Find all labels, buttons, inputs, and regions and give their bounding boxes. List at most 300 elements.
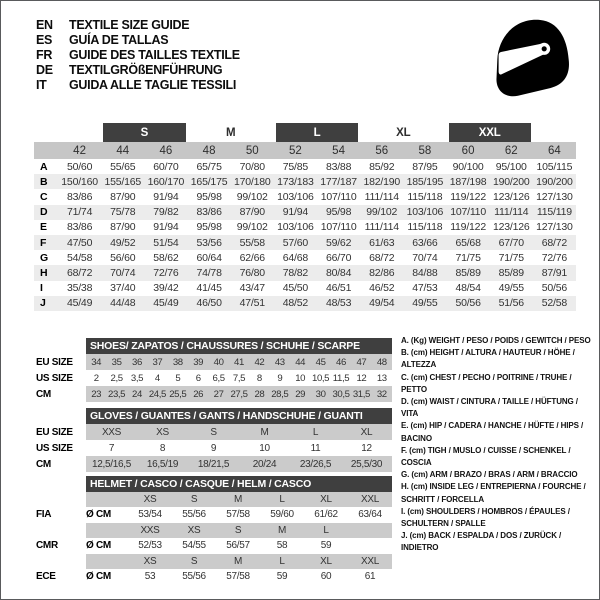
measure-cell: 87/90 xyxy=(110,190,136,203)
helmet-value-row-fia xyxy=(36,507,392,523)
measure-row-i xyxy=(34,281,576,296)
gloves-rows xyxy=(36,424,392,472)
legend-item: E. (cm) HIP / CADERA / HANCHE / HÜFTE / HIPS / BACINO xyxy=(401,421,584,443)
measure-cell: 47/50 xyxy=(66,236,93,249)
value-cell: 53 xyxy=(144,571,156,583)
measure-row-b xyxy=(34,174,576,189)
measure-cell: 68/72 xyxy=(369,251,395,264)
measure-cell: 155/165 xyxy=(104,175,142,188)
measure-cell: 48/54 xyxy=(455,282,481,295)
value-cell: 25,5/30 xyxy=(350,458,383,470)
size-cell: XS xyxy=(187,524,201,536)
language-label: GUÍA DE TALLAS xyxy=(69,33,169,48)
value-cell: 44 xyxy=(295,356,306,368)
measure-cell: 85/89 xyxy=(455,266,481,279)
measure-cell: 45/49 xyxy=(66,297,93,310)
helmet-rows xyxy=(36,492,392,585)
language-row xyxy=(36,48,240,63)
measure-cell: 127/130 xyxy=(536,190,573,203)
measure-cell: 165/175 xyxy=(190,175,228,188)
measure-cell: 49/55 xyxy=(498,282,524,295)
size-cell: 42 xyxy=(73,144,86,157)
language-code: FR xyxy=(36,47,53,62)
measure-cell: 76/80 xyxy=(239,266,265,279)
measure-cell: 50/60 xyxy=(66,160,93,173)
helmet-values xyxy=(86,507,392,523)
measure-cell: 90/100 xyxy=(452,160,484,173)
measure-cell: 60/64 xyxy=(196,251,222,264)
spacer xyxy=(533,123,576,142)
gloves-title-row xyxy=(36,408,392,424)
value-cell: 32 xyxy=(376,388,387,400)
helmet-table xyxy=(36,476,392,585)
measure-cell: 105/115 xyxy=(536,160,573,173)
value-cell: 9 xyxy=(277,372,283,384)
measure-cell: 50/56 xyxy=(455,297,481,310)
measure-cell: 103/106 xyxy=(277,190,314,203)
measure-cell: 58/62 xyxy=(153,251,179,264)
value-cell: 11,5 xyxy=(332,372,350,384)
helmet-values xyxy=(86,538,392,554)
measure-cell: 170/180 xyxy=(233,175,271,188)
measure-cell: 57/60 xyxy=(282,236,309,249)
size-cell: M xyxy=(277,524,287,536)
size-group-xxl: XXL xyxy=(449,123,531,142)
measure-cell: 65/75 xyxy=(196,160,222,173)
language-row xyxy=(36,62,240,77)
value-cell: 7,5 xyxy=(232,372,246,384)
measure-cell: 111/114 xyxy=(364,221,399,234)
measurement-legend xyxy=(401,335,595,555)
shoes-values xyxy=(86,354,392,370)
shoes-row-us-size xyxy=(36,370,392,386)
helmet-sizes xyxy=(86,554,392,570)
measure-cell: 78/82 xyxy=(282,266,309,279)
measure-cell: 70/80 xyxy=(239,160,265,173)
value-cell: 2,5 xyxy=(110,372,123,384)
value-cell: 57/58 xyxy=(226,509,250,521)
value-cell: 39 xyxy=(193,356,204,368)
size-cell: S xyxy=(190,493,198,505)
value-cell: 31,5 xyxy=(352,388,370,400)
measure-cell: 91/94 xyxy=(153,221,179,234)
value-cell: 30,5 xyxy=(332,388,350,400)
shoes-table xyxy=(36,338,392,402)
measure-row-f xyxy=(34,235,576,250)
gloves-table-title: GLOVES / GUANTES / GANTS / HANDSCHUHE / GUANTI xyxy=(86,408,392,424)
value-cell: 13 xyxy=(376,372,387,384)
legend-item: I. (cm) SHOULDERS / HOMBROS / ÉPAULES / SCHULTERN / SPALLE xyxy=(401,506,570,529)
measure-cell: 177/187 xyxy=(320,175,357,188)
measure-cell: 46/52 xyxy=(369,282,395,295)
measure-row-c xyxy=(34,189,576,204)
size-cell: 56 xyxy=(375,144,389,157)
gloves-values xyxy=(86,456,392,472)
measure-cell: 71/75 xyxy=(455,251,481,264)
textile-size-table xyxy=(34,123,576,311)
row-letter: B xyxy=(40,175,48,188)
value-cell: 45 xyxy=(315,356,326,368)
value-cell: 28,5 xyxy=(271,388,289,400)
size-cell: L xyxy=(279,555,285,567)
measure-cell: 103/106 xyxy=(277,221,314,234)
helmet-size-row-fia xyxy=(36,492,392,508)
value-cell: 63/64 xyxy=(358,509,382,521)
value-cell: 12,5/16,5 xyxy=(91,458,131,470)
measure-cell: 91/94 xyxy=(153,190,179,203)
measure-cell: 37/40 xyxy=(110,282,136,295)
measure-cell: 47/53 xyxy=(412,282,438,295)
row-letter: E xyxy=(40,221,47,234)
measure-cell: 51/56 xyxy=(498,297,524,310)
measure-cell: 115/119 xyxy=(536,206,572,219)
size-cell: XL xyxy=(320,493,332,505)
measure-cell: 83/86 xyxy=(66,190,93,203)
value-cell: XL xyxy=(360,426,373,438)
measure-cell: 39/42 xyxy=(153,282,179,295)
value-cell: S xyxy=(210,426,217,438)
language-label: TEXTILGRÖßENFÜHRUNG xyxy=(69,62,223,77)
value-cell: 52/53 xyxy=(138,540,162,552)
size-group-l: L xyxy=(276,123,358,142)
measure-cell: 46/50 xyxy=(196,297,222,310)
size-cell: S xyxy=(234,524,242,536)
measure-cell: 190/200 xyxy=(536,175,573,188)
value-cell: 25,5 xyxy=(169,388,187,400)
value-cell: 5 xyxy=(175,372,181,384)
value-cell: 59 xyxy=(320,540,332,552)
value-cell: 16,5/19 xyxy=(146,458,179,470)
row-letter: H xyxy=(40,266,48,279)
value-cell: 24 xyxy=(132,388,142,400)
size-cell: L xyxy=(279,493,285,505)
measure-cell: 85/89 xyxy=(498,266,524,279)
language-code: IT xyxy=(36,77,47,92)
value-cell: 26 xyxy=(193,388,204,400)
shoes-row-cm xyxy=(36,386,392,402)
measure-cell: 62/66 xyxy=(239,251,265,264)
measure-cell: 127/130 xyxy=(536,221,573,234)
value-cell: 24,5 xyxy=(148,388,166,400)
helmet-value-row-ece xyxy=(36,569,392,585)
measure-cell: 47/51 xyxy=(239,297,265,310)
measure-cell: 71/74 xyxy=(66,206,93,219)
value-cell: XXS xyxy=(101,426,122,438)
measure-cell: 79/82 xyxy=(153,206,179,219)
legend-item: B. (cm) HEIGHT / ALTURA / HAUTEUR / HÖHE / ALTEZZA xyxy=(401,348,575,370)
measure-cell: 48/53 xyxy=(325,297,352,310)
value-cell: 30 xyxy=(315,388,326,400)
size-cell: 64 xyxy=(548,144,561,157)
gloves-row-eu-size xyxy=(36,424,392,440)
measure-cell: 66/70 xyxy=(325,251,352,264)
measure-cell: 187/198 xyxy=(449,175,487,188)
size-cell: XL xyxy=(320,555,332,567)
size-cell: M xyxy=(233,555,243,567)
measure-cell: 65/68 xyxy=(455,236,481,249)
helmet-size-row-cmr xyxy=(36,523,392,539)
value-cell: 37 xyxy=(152,356,163,368)
value-cell: 23/26,5 xyxy=(299,458,332,470)
measure-cell: 56/60 xyxy=(110,251,136,264)
legend-item: D. (cm) WAIST / CINTURA / TAILLE / HÜFTUNG / VITA xyxy=(401,397,578,419)
value-cell: 61 xyxy=(364,571,376,583)
value-cell: 41 xyxy=(234,356,244,368)
measure-cell: 54/58 xyxy=(66,251,93,264)
measure-cell: 182/190 xyxy=(363,175,401,188)
measure-row-a xyxy=(34,159,576,174)
helmet-size-row-ece xyxy=(36,554,392,570)
value-cell: 36 xyxy=(132,356,142,368)
value-cell: M xyxy=(260,426,269,438)
measure-cell: 49/54 xyxy=(369,297,395,310)
value-cell: 48 xyxy=(376,356,387,368)
size-cell: 62 xyxy=(504,144,518,157)
measure-cell: 87/95 xyxy=(412,160,438,173)
measure-cell: 160/170 xyxy=(147,175,185,188)
size-cell: 58 xyxy=(418,144,432,157)
row-label: US SIZE xyxy=(36,442,73,454)
measure-cell: 71/75 xyxy=(498,251,524,264)
legend-item: G. (cm) ARM / BRAZO / BRAS / ARM / BRACCIO xyxy=(401,470,578,480)
value-cell: 40 xyxy=(213,356,224,368)
size-cell: XS xyxy=(143,493,157,505)
measure-cell: 75/78 xyxy=(110,206,136,219)
language-row xyxy=(36,18,240,33)
language-label: TEXTILE SIZE GUIDE xyxy=(69,18,190,33)
value-cell: 38 xyxy=(172,356,183,368)
measure-cell: 63/66 xyxy=(412,236,438,249)
value-cell: 46 xyxy=(336,356,346,368)
size-cell: 48 xyxy=(202,144,216,157)
language-label: GUIDE DES TAILLES TEXTILE xyxy=(69,47,240,62)
measure-cell: 44/48 xyxy=(110,297,136,310)
value-cell: 11 xyxy=(310,442,321,454)
gloves-row-cm xyxy=(36,456,392,472)
measure-cell: 80/84 xyxy=(325,266,352,279)
spacer xyxy=(34,123,101,142)
shoes-title-row xyxy=(36,338,392,354)
measure-cell: 59/62 xyxy=(325,236,352,249)
row-letter: I xyxy=(40,282,43,295)
value-cell: 12 xyxy=(356,372,367,384)
row-label: CM xyxy=(36,388,51,400)
value-cell: 43 xyxy=(274,356,285,368)
helmet-value-row-cmr xyxy=(36,538,392,554)
value-cell: 6 xyxy=(195,372,201,384)
size-group-xl: XL xyxy=(396,126,411,139)
size-cell: S xyxy=(190,555,198,567)
row-letter: C xyxy=(40,190,48,203)
language-header xyxy=(36,18,240,92)
measure-cell: 107/110 xyxy=(320,190,357,203)
value-cell: 10 xyxy=(259,442,270,454)
value-cell: 23 xyxy=(91,388,102,400)
measure-cell: 123/126 xyxy=(492,221,530,234)
unit-label: Ø CM xyxy=(86,571,111,583)
measure-cell: 87/91 xyxy=(541,266,568,279)
gloves-values xyxy=(86,424,392,440)
size-cell: M xyxy=(233,493,243,505)
value-cell: 54/55 xyxy=(182,540,206,552)
size-cell: XXS xyxy=(140,524,160,536)
value-cell: 10,5 xyxy=(312,372,330,384)
row-letter: G xyxy=(40,251,48,264)
measure-cell: 111/114 xyxy=(364,190,399,203)
measure-cell: 55/65 xyxy=(110,160,136,173)
helmet-values xyxy=(86,569,392,585)
value-cell: 47 xyxy=(356,356,367,368)
measure-cell: 51/54 xyxy=(153,236,179,249)
measure-cell: 35/38 xyxy=(66,282,93,295)
size-cell: 50 xyxy=(245,144,259,157)
row-letter: D xyxy=(40,206,48,219)
size-cell: XXL xyxy=(360,493,379,505)
value-cell: 35 xyxy=(111,356,122,368)
value-cell: 20/24 xyxy=(252,458,277,470)
value-cell: 42 xyxy=(254,356,265,368)
size-group-row xyxy=(34,123,576,142)
value-cell: 12 xyxy=(361,442,372,454)
measure-cell: 45/50 xyxy=(282,282,309,295)
measure-cell: 115/118 xyxy=(407,221,443,234)
helmet-icon xyxy=(487,14,573,100)
legend-item: H. (cm) INSIDE LEG / ENTREPIERNA / FOURCHE / SCHRITT / FORCELLA xyxy=(401,482,586,504)
shoes-table-title: SHOES/ ZAPATOS / CHAUSSURES / SCHUHE / SCARPE xyxy=(86,338,392,354)
measure-cell: 70/74 xyxy=(110,266,136,279)
measure-cell: 75/85 xyxy=(282,160,309,173)
measure-cell: 68/72 xyxy=(541,236,568,249)
value-cell: 2 xyxy=(93,372,99,384)
size-cell: 52 xyxy=(289,144,302,157)
size-group-m: M xyxy=(225,126,236,139)
size-cell: 54 xyxy=(332,144,345,157)
measure-cell: 99/102 xyxy=(236,221,268,234)
value-cell: 29 xyxy=(295,388,306,400)
measure-cell: 99/102 xyxy=(366,206,398,219)
measure-cell: 55/58 xyxy=(239,236,265,249)
value-cell: 23,5 xyxy=(108,388,126,400)
unit-label: Ø CM xyxy=(86,540,111,552)
measure-cell: 115/118 xyxy=(407,190,443,203)
value-cell: XS xyxy=(156,426,169,438)
measure-cell: 60/70 xyxy=(153,160,179,173)
value-cell: 53/54 xyxy=(138,509,162,521)
size-cell: 46 xyxy=(159,144,173,157)
gloves-row-us-size xyxy=(36,440,392,456)
shoes-values xyxy=(86,386,392,402)
language-code: EN xyxy=(36,18,53,33)
value-cell: 8 xyxy=(159,442,166,454)
helmet-sizes xyxy=(86,492,392,508)
size-cell: XS xyxy=(143,555,157,567)
measure-cell: 52/58 xyxy=(541,297,568,310)
measure-cell: 119/122 xyxy=(450,190,486,203)
language-row xyxy=(36,33,240,48)
helmet-title-row xyxy=(36,476,392,492)
value-cell: 34 xyxy=(91,356,102,368)
value-cell: 9 xyxy=(210,442,217,454)
measure-cell: 50/56 xyxy=(541,282,568,295)
legend-item: C. (cm) CHEST / PECHO / POITRINE / TRUHE / PETTO xyxy=(401,372,572,394)
value-cell: 56/57 xyxy=(226,540,250,552)
value-cell: 7 xyxy=(108,442,115,454)
value-cell: 55/56 xyxy=(182,509,206,521)
measure-cell: 190/200 xyxy=(492,175,530,188)
shoes-row-eu-size xyxy=(36,354,392,370)
value-cell: 59/60 xyxy=(270,509,294,521)
unit-label: Ø CM xyxy=(86,509,111,521)
gloves-table xyxy=(36,408,392,472)
measure-cell: 82/86 xyxy=(369,266,395,279)
measure-cell: 83/86 xyxy=(196,206,222,219)
value-cell: 61/62 xyxy=(314,509,338,521)
measure-cell: 74/78 xyxy=(196,266,222,279)
row-label: ECE xyxy=(36,571,56,583)
measure-cell: 99/102 xyxy=(236,190,268,203)
measure-cell: 64/68 xyxy=(282,251,309,264)
value-cell: 60 xyxy=(320,571,332,583)
measure-cell: 119/122 xyxy=(450,221,486,234)
measure-cell: 67/70 xyxy=(498,236,524,249)
legend-item: F. (cm) TIGH / MUSLO / CUISSE / SCHENKEL / COSCIA xyxy=(401,445,571,468)
measure-cell: 87/90 xyxy=(110,221,136,234)
value-cell: 4 xyxy=(154,372,160,384)
measure-cell: 185/195 xyxy=(406,175,444,188)
measure-cell: 87/90 xyxy=(239,206,265,219)
value-cell: 3,5 xyxy=(130,372,144,384)
row-letter: A xyxy=(40,160,48,173)
measure-row-j xyxy=(34,296,576,311)
measure-row-d xyxy=(34,205,576,220)
measure-cell: 83/88 xyxy=(325,160,352,173)
row-letter: J xyxy=(40,297,46,310)
value-cell: 58 xyxy=(276,540,288,552)
value-cell: 55/56 xyxy=(182,571,206,583)
measure-cell: 72/76 xyxy=(153,266,179,279)
row-label: US SIZE xyxy=(36,372,73,384)
measure-cell: 84/88 xyxy=(412,266,438,279)
row-letter: F xyxy=(40,236,47,249)
measure-cell: 70/74 xyxy=(412,251,438,264)
measure-cell: 46/51 xyxy=(325,282,352,295)
language-label: GUIDA ALLE TAGLIE TESSILI xyxy=(69,77,237,92)
row-label: CM xyxy=(36,458,51,470)
measure-cell: 41/45 xyxy=(196,282,222,295)
measure-cell: 48/52 xyxy=(282,297,309,310)
row-label: CMR xyxy=(36,540,58,552)
measure-cell: 49/55 xyxy=(412,297,438,310)
measure-cell: 103/106 xyxy=(406,206,444,219)
measure-cell: 107/110 xyxy=(320,221,357,234)
measure-cell: 61/63 xyxy=(369,236,395,249)
measure-cell: 95/98 xyxy=(196,221,222,234)
value-cell: 59 xyxy=(276,571,288,583)
value-cell: 8 xyxy=(256,372,262,384)
language-code: DE xyxy=(36,62,53,77)
measure-cell: 95/98 xyxy=(325,206,352,219)
measure-cell: 123/126 xyxy=(492,190,530,203)
value-cell: 27,5 xyxy=(230,388,248,400)
measure-row-e xyxy=(34,220,576,235)
measure-cell: 95/98 xyxy=(196,190,222,203)
measure-row-h xyxy=(34,265,576,280)
value-cell: 18/21,5 xyxy=(197,458,230,470)
measure-cell: 72/76 xyxy=(541,251,568,264)
value-cell: 28 xyxy=(254,388,265,400)
helmet-table-title: HELMET / CASCO / CASQUE / HELM / CASCO xyxy=(86,476,392,492)
value-cell: 10 xyxy=(295,372,306,384)
